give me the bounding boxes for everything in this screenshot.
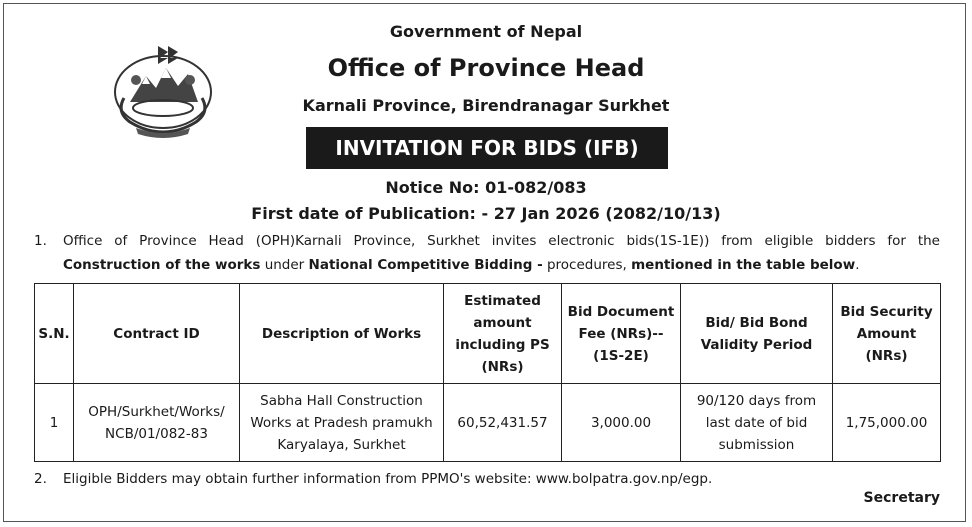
cell-security-amount: 1,75,000.00 [833, 384, 941, 462]
cell-description: Sabha Hall Construction Works at Pradesh pramukh Karyalaya, Surkhet [240, 384, 444, 462]
column-header: Estimated amount including PS (NRs) [444, 284, 562, 384]
office-title: Office of Province Head [327, 54, 645, 82]
province-subtitle: Karnali Province, Birendranagar Surkhet [302, 96, 670, 115]
cell-estimated-amount: 60,52,431.57 [444, 384, 562, 462]
paragraph-2 [34, 467, 940, 491]
government-title: Government of Nepal [389, 22, 583, 41]
text: procedures, [542, 257, 632, 273]
paragraph-2-text: Eligible Bidders may obtain further information from PPMO's website: www.bolpatra.gov.np/egp. [63, 471, 713, 487]
table-row [35, 384, 941, 462]
cell-validity-period: 90/120 days from last date of bid submission [681, 384, 833, 462]
column-header: Bid Security Amount (NRs) [833, 284, 941, 384]
column-header: Bid/ Bid Bond Validity Period [681, 284, 833, 384]
cell-contract-id: OPH/Surkhet/Works/ NCB/01/082-83 [74, 384, 240, 462]
bids-table [34, 283, 941, 462]
column-header: Bid Document Fee (NRs)--(1S-2E) [562, 284, 681, 384]
text: under [260, 257, 309, 273]
paragraph-1-line-1: Office of Province Head (OPH)Karnali Province, Surkhet invites electronic bids(1S-1E)) from eligible bidders for the [63, 233, 940, 249]
paragraph-1-line-2 [63, 253, 940, 277]
ifb-banner: INVITATION FOR BIDS (IFB) [306, 127, 668, 169]
paragraph-number: 2. [34, 471, 47, 487]
bold-text: mentioned in the table below [631, 257, 856, 273]
column-header: S.N. [35, 284, 74, 384]
paragraph-1 [34, 229, 940, 277]
column-header: Description of Works [240, 284, 444, 384]
bold-text: Construction of the works [63, 257, 261, 273]
cell-document-fee: 3,000.00 [562, 384, 681, 462]
column-header: Contract ID [74, 284, 240, 384]
publication-date: First date of Publication: - 27 Jan 2026 (2082/10/13) [251, 204, 721, 223]
text: . [855, 257, 860, 273]
paragraph-number: 1. [34, 233, 47, 249]
bold-text: National Competitive Bidding - [308, 257, 543, 273]
notice-number: Notice No: 01-082/083 [385, 178, 587, 197]
table-header-row [35, 284, 941, 384]
signature-secretary: Secretary [863, 490, 940, 506]
cell-sn: 1 [35, 384, 74, 462]
